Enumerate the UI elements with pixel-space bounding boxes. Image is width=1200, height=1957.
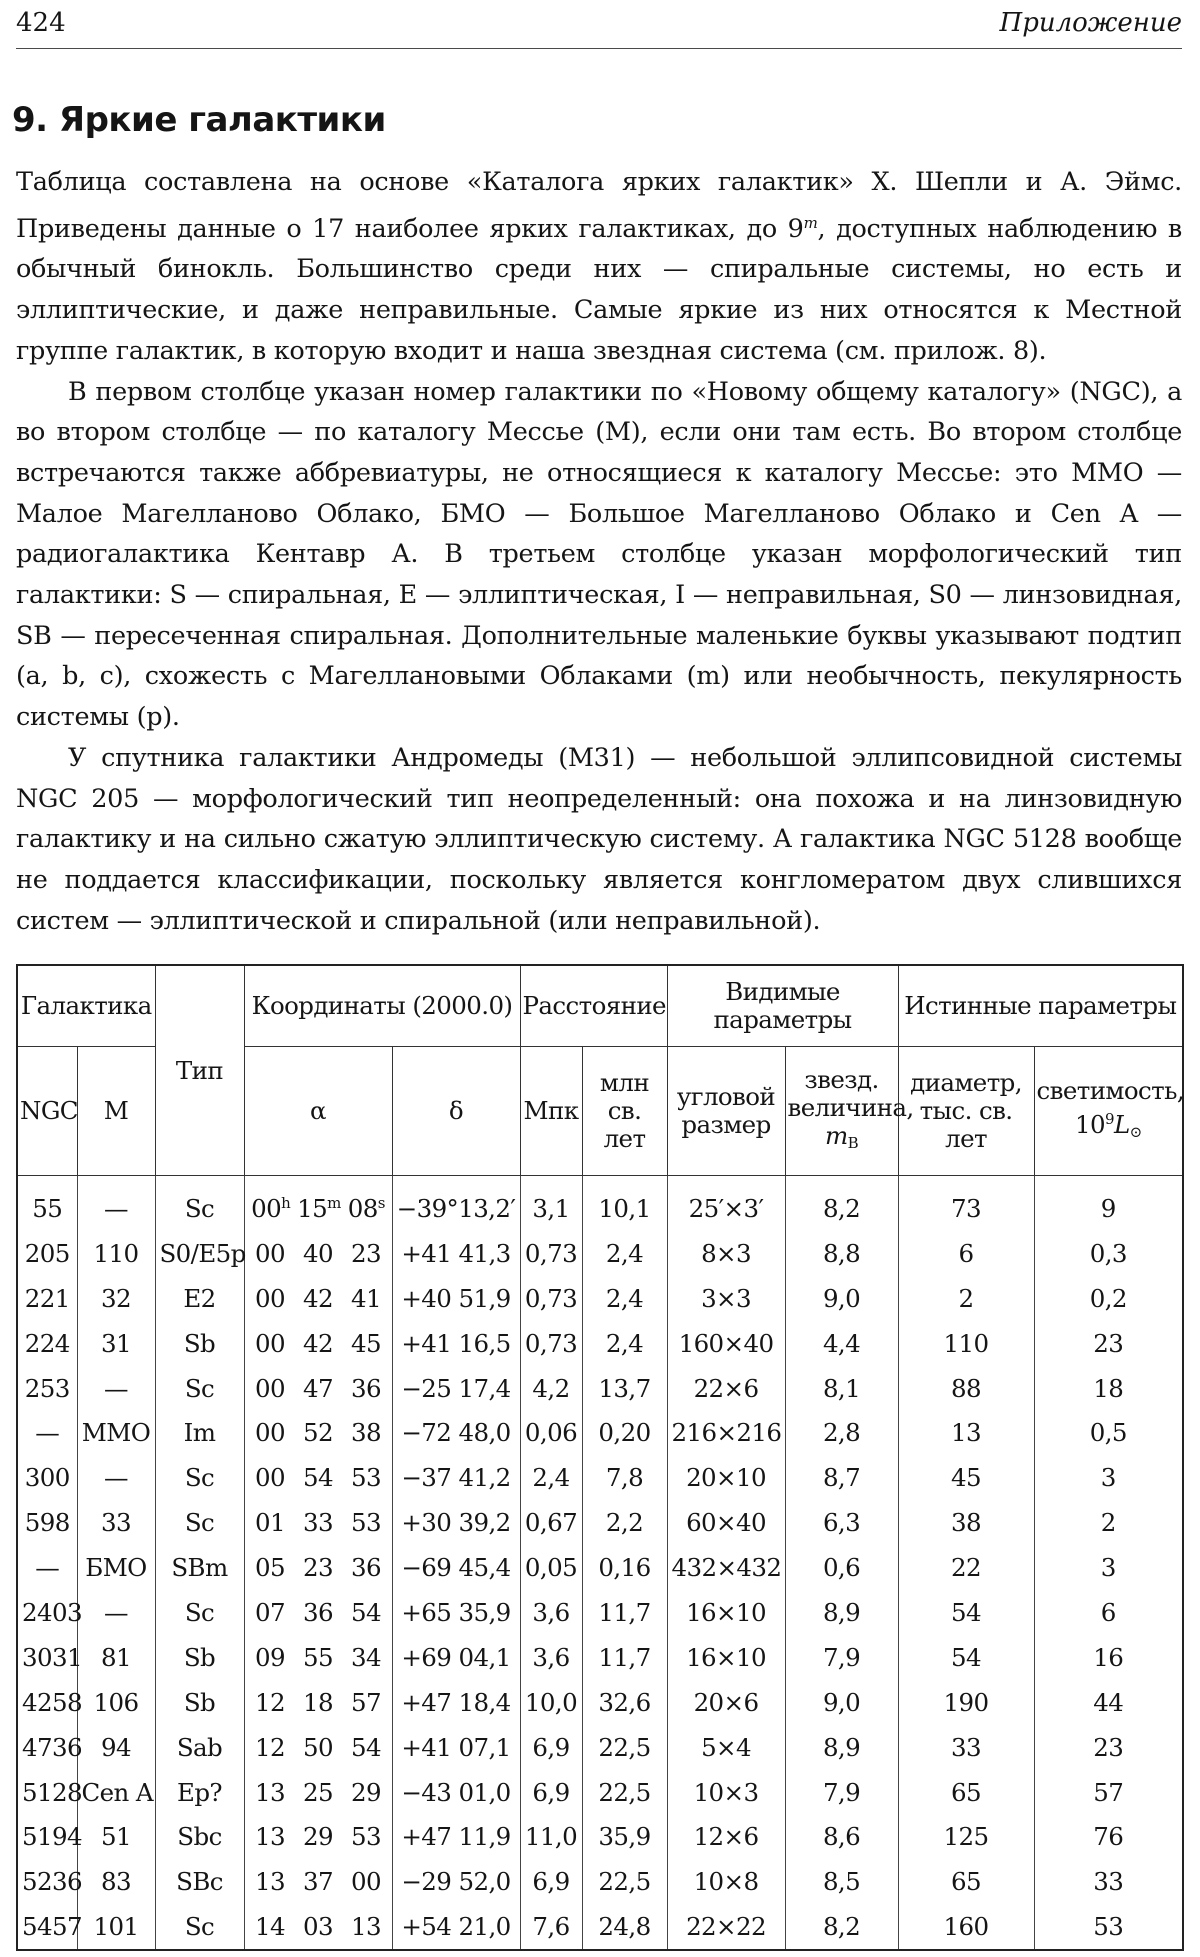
cell-ngc: 253 bbox=[17, 1366, 77, 1411]
header-alpha: α bbox=[244, 1047, 392, 1176]
cell-ngc: 5236 bbox=[17, 1859, 77, 1904]
cell-distance-mpc: 6,9 bbox=[520, 1725, 582, 1770]
cell-diameter: 54 bbox=[898, 1635, 1034, 1680]
cell-angular-size: 25′×3′ bbox=[667, 1176, 785, 1231]
cell-distance-mpc: 11,0 bbox=[520, 1814, 582, 1859]
cell-magnitude: 7,9 bbox=[785, 1635, 898, 1680]
cell-declination: −25 17,4 bbox=[392, 1366, 520, 1411]
cell-m: 31 bbox=[77, 1321, 155, 1366]
cell-type: Sc bbox=[155, 1904, 244, 1950]
cell-angular-size: 10×3 bbox=[667, 1770, 785, 1815]
cell-declination: −29 52,0 bbox=[392, 1859, 520, 1904]
paragraph-1-text-end: , доступных наблюдению в обычный бинокль. Большинство среди них — спиральные системы, но есть и эллиптические, и даже неправильные. Самые яркие из них относятся к Местной группе галактик, в которую входит и наша звездная система (см. прилож. 8). bbox=[16, 213, 1182, 366]
header-magnitude-sub: B bbox=[847, 1133, 859, 1152]
cell-type: Sb bbox=[155, 1321, 244, 1366]
cell-angular-size: 12×6 bbox=[667, 1814, 785, 1859]
table-body bbox=[17, 1176, 1183, 1951]
header-true-params: Истинные параметры bbox=[898, 965, 1183, 1047]
cell-declination: +47 11,9 bbox=[392, 1814, 520, 1859]
ra-seconds-unit: s bbox=[377, 1193, 385, 1212]
cell-diameter: 6 bbox=[898, 1231, 1034, 1276]
header-luminosity-sub: ⊙ bbox=[1129, 1122, 1142, 1141]
cell-type: Sc bbox=[155, 1455, 244, 1500]
cell-right-ascension bbox=[244, 1635, 392, 1680]
cell-ngc: 5457 bbox=[17, 1904, 77, 1950]
header-magnitude-symbol: m bbox=[824, 1120, 848, 1150]
header-luminosity bbox=[1034, 1047, 1183, 1176]
ra-minutes: 55 bbox=[303, 1642, 333, 1672]
cell-type: S0/E5p bbox=[155, 1231, 244, 1276]
cell-distance-mly: 32,6 bbox=[582, 1680, 667, 1725]
cell-angular-size: 216×216 bbox=[667, 1410, 785, 1455]
cell-diameter: 190 bbox=[898, 1680, 1034, 1725]
ra-hours: 01 bbox=[255, 1508, 285, 1538]
cell-type: Sc bbox=[155, 1366, 244, 1411]
ra-minutes: 23 bbox=[303, 1553, 333, 1583]
header-mly: млн св. лет bbox=[582, 1047, 667, 1176]
running-head bbox=[16, 2, 1182, 49]
cell-magnitude: 9,0 bbox=[785, 1680, 898, 1725]
cell-angular-size: 22×22 bbox=[667, 1904, 785, 1950]
ra-hours: 00 bbox=[255, 1373, 285, 1403]
header-diameter: диаметр, тыс. св. лет bbox=[898, 1047, 1034, 1176]
ra-minutes: 18 bbox=[303, 1687, 333, 1717]
cell-magnitude: 8,9 bbox=[785, 1725, 898, 1770]
magnitude-superscript: m bbox=[803, 213, 818, 232]
galaxy-table bbox=[16, 964, 1184, 1951]
ra-seconds: 36 bbox=[351, 1373, 381, 1403]
cell-angular-size: 16×10 bbox=[667, 1635, 785, 1680]
cell-type: Sc bbox=[155, 1590, 244, 1635]
cell-distance-mpc: 3,6 bbox=[520, 1635, 582, 1680]
ra-seconds: 54 bbox=[351, 1597, 381, 1627]
ra-hours: 13 bbox=[255, 1822, 285, 1852]
ra-minutes-unit: m bbox=[327, 1193, 341, 1212]
cell-diameter: 45 bbox=[898, 1455, 1034, 1500]
cell-distance-mpc: 0,67 bbox=[520, 1500, 582, 1545]
cell-ngc: 3031 bbox=[17, 1635, 77, 1680]
table-row bbox=[17, 1231, 1183, 1276]
header-mpc: Мпк bbox=[520, 1047, 582, 1176]
cell-declination: −39°13,2′ bbox=[392, 1176, 520, 1231]
cell-luminosity: 3 bbox=[1034, 1545, 1183, 1590]
cell-luminosity: 44 bbox=[1034, 1680, 1183, 1725]
cell-angular-size: 16×10 bbox=[667, 1590, 785, 1635]
ra-seconds: 34 bbox=[351, 1642, 381, 1672]
cell-angular-size: 20×6 bbox=[667, 1680, 785, 1725]
cell-magnitude: 0,6 bbox=[785, 1545, 898, 1590]
cell-distance-mly: 0,20 bbox=[582, 1410, 667, 1455]
cell-diameter: 65 bbox=[898, 1859, 1034, 1904]
cell-luminosity: 16 bbox=[1034, 1635, 1183, 1680]
cell-angular-size: 3×3 bbox=[667, 1276, 785, 1321]
ra-seconds: 45 bbox=[351, 1328, 381, 1358]
cell-right-ascension bbox=[244, 1770, 392, 1815]
header-m: М bbox=[77, 1047, 155, 1176]
cell-distance-mly: 35,9 bbox=[582, 1814, 667, 1859]
cell-distance-mly: 11,7 bbox=[582, 1590, 667, 1635]
cell-distance-mly: 7,8 bbox=[582, 1455, 667, 1500]
header-apparent-params: Видимые параметры bbox=[667, 965, 898, 1047]
cell-ngc: 2403 bbox=[17, 1590, 77, 1635]
cell-m: 94 bbox=[77, 1725, 155, 1770]
cell-luminosity: 18 bbox=[1034, 1366, 1183, 1411]
cell-m: 32 bbox=[77, 1276, 155, 1321]
cell-type: Sb bbox=[155, 1680, 244, 1725]
cell-distance-mpc: 6,9 bbox=[520, 1770, 582, 1815]
cell-magnitude: 6,3 bbox=[785, 1500, 898, 1545]
cell-angular-size: 160×40 bbox=[667, 1321, 785, 1366]
cell-type: Sc bbox=[155, 1176, 244, 1231]
cell-m: 81 bbox=[77, 1635, 155, 1680]
cell-m: 33 bbox=[77, 1500, 155, 1545]
ra-minutes: 03 bbox=[303, 1912, 333, 1942]
cell-m: — bbox=[77, 1176, 155, 1231]
ra-seconds: 13 bbox=[351, 1912, 381, 1942]
table-row bbox=[17, 1770, 1183, 1815]
cell-right-ascension bbox=[244, 1725, 392, 1770]
ra-hours: 13 bbox=[255, 1867, 285, 1897]
cell-magnitude: 8,8 bbox=[785, 1231, 898, 1276]
header-angular-size: угловой размер bbox=[667, 1047, 785, 1176]
ra-hours: 14 bbox=[255, 1912, 285, 1942]
cell-angular-size: 10×8 bbox=[667, 1859, 785, 1904]
ra-minutes: 42 bbox=[303, 1328, 333, 1358]
table-row bbox=[17, 1500, 1183, 1545]
cell-right-ascension bbox=[244, 1366, 392, 1411]
cell-magnitude: 8,1 bbox=[785, 1366, 898, 1411]
cell-right-ascension bbox=[244, 1680, 392, 1725]
table-row bbox=[17, 1276, 1183, 1321]
cell-luminosity: 23 bbox=[1034, 1321, 1183, 1366]
cell-m: 51 bbox=[77, 1814, 155, 1859]
cell-angular-size: 20×10 bbox=[667, 1455, 785, 1500]
cell-type: E2 bbox=[155, 1276, 244, 1321]
ra-seconds: 38 bbox=[351, 1418, 381, 1448]
cell-magnitude: 8,7 bbox=[785, 1455, 898, 1500]
table-row bbox=[17, 1176, 1183, 1231]
cell-distance-mly: 22,5 bbox=[582, 1859, 667, 1904]
table-row bbox=[17, 1455, 1183, 1500]
cell-distance-mly: 11,7 bbox=[582, 1635, 667, 1680]
table-row bbox=[17, 1680, 1183, 1725]
cell-type: Ep? bbox=[155, 1770, 244, 1815]
cell-right-ascension bbox=[244, 1455, 392, 1500]
cell-magnitude: 2,8 bbox=[785, 1410, 898, 1455]
header-type: Тип bbox=[155, 965, 244, 1176]
cell-luminosity: 23 bbox=[1034, 1725, 1183, 1770]
cell-declination: +54 21,0 bbox=[392, 1904, 520, 1950]
cell-magnitude: 4,4 bbox=[785, 1321, 898, 1366]
cell-luminosity: 0,5 bbox=[1034, 1410, 1183, 1455]
ra-seconds: 08 bbox=[347, 1193, 378, 1223]
cell-magnitude: 7,9 bbox=[785, 1770, 898, 1815]
cell-luminosity: 0,2 bbox=[1034, 1276, 1183, 1321]
ra-minutes: 40 bbox=[303, 1238, 333, 1268]
header-coordinates: Координаты (2000.0) bbox=[244, 965, 520, 1047]
table-row bbox=[17, 1590, 1183, 1635]
ra-seconds: 53 bbox=[351, 1508, 381, 1538]
ra-hours: 12 bbox=[255, 1687, 285, 1717]
cell-ngc: 5194 bbox=[17, 1814, 77, 1859]
header-luminosity-label: светимость, 10 bbox=[1036, 1075, 1185, 1139]
cell-distance-mly: 24,8 bbox=[582, 1904, 667, 1950]
ra-hours-unit: h bbox=[281, 1193, 291, 1212]
cell-declination: +69 04,1 bbox=[392, 1635, 520, 1680]
cell-declination: +40 51,9 bbox=[392, 1276, 520, 1321]
cell-right-ascension bbox=[244, 1904, 392, 1950]
cell-angular-size: 5×4 bbox=[667, 1725, 785, 1770]
ra-hours: 07 bbox=[255, 1597, 285, 1627]
ra-hours: 05 bbox=[255, 1553, 285, 1583]
table-row bbox=[17, 1545, 1183, 1590]
ra-minutes: 37 bbox=[303, 1867, 333, 1897]
cell-angular-size: 8×3 bbox=[667, 1231, 785, 1276]
cell-right-ascension bbox=[244, 1410, 392, 1455]
cell-luminosity: 9 bbox=[1034, 1176, 1183, 1231]
cell-magnitude: 8,2 bbox=[785, 1904, 898, 1950]
cell-angular-size: 22×6 bbox=[667, 1366, 785, 1411]
header-magnitude-label: звезд. величина, bbox=[787, 1064, 914, 1122]
cell-angular-size: 432×432 bbox=[667, 1545, 785, 1590]
ra-minutes: 42 bbox=[303, 1283, 333, 1313]
cell-distance-mpc: 0,73 bbox=[520, 1276, 582, 1321]
header-luminosity-exp: 9 bbox=[1104, 1109, 1114, 1128]
ra-minutes: 47 bbox=[303, 1373, 333, 1403]
cell-m: — bbox=[77, 1366, 155, 1411]
paragraph-2: В первом столбце указан номер галактики по «Новому общему каталогу» (NGC), а во втором столбце — по каталогу Мессье (М), если они там есть. Во втором столбце встречаются также аббревиатуры, не относящиеся к каталогу Мессье: это ММО — Малое Магелланово Облако, БМО — Большое Магелланово Облако и Cen A — радиогалактика Кентавр А. В третьем столбце указан морфологический тип галактики: S — спиральная, E — эллиптическая, I — неправильная, S0 — линзовидная, SB — пересеченная спиральная. Дополнительные маленькие буквы указывают подтип (a, b, c), схожесть с Магеллановыми Облаками (m) или необычность, пекулярность системы (p). bbox=[16, 376, 1182, 733]
table-row bbox=[17, 1635, 1183, 1680]
ra-seconds: 54 bbox=[351, 1732, 381, 1762]
section-name: Приложение bbox=[999, 8, 1182, 38]
cell-distance-mly: 2,2 bbox=[582, 1500, 667, 1545]
cell-ngc: 598 bbox=[17, 1500, 77, 1545]
cell-diameter: 54 bbox=[898, 1590, 1034, 1635]
cell-diameter: 13 bbox=[898, 1410, 1034, 1455]
cell-ngc: 300 bbox=[17, 1455, 77, 1500]
cell-m: ММО bbox=[77, 1410, 155, 1455]
cell-type: Sb bbox=[155, 1635, 244, 1680]
cell-distance-mly: 10,1 bbox=[582, 1176, 667, 1231]
page-number: 424 bbox=[16, 8, 66, 38]
cell-right-ascension bbox=[244, 1176, 392, 1231]
ra-minutes: 33 bbox=[303, 1508, 333, 1538]
ra-seconds: 29 bbox=[351, 1777, 381, 1807]
cell-distance-mpc: 2,4 bbox=[520, 1455, 582, 1500]
section-title: 9. Яркие галактики bbox=[12, 100, 386, 140]
cell-right-ascension bbox=[244, 1500, 392, 1545]
cell-diameter: 125 bbox=[898, 1814, 1034, 1859]
cell-angular-size: 60×40 bbox=[667, 1500, 785, 1545]
cell-type: Sc bbox=[155, 1500, 244, 1545]
ra-minutes: 54 bbox=[303, 1463, 333, 1493]
table-row bbox=[17, 1321, 1183, 1366]
cell-distance-mpc: 6,9 bbox=[520, 1859, 582, 1904]
cell-ngc: — bbox=[17, 1545, 77, 1590]
cell-magnitude: 8,6 bbox=[785, 1814, 898, 1859]
cell-declination: −43 01,0 bbox=[392, 1770, 520, 1815]
cell-luminosity: 6 bbox=[1034, 1590, 1183, 1635]
cell-m: — bbox=[77, 1455, 155, 1500]
cell-diameter: 65 bbox=[898, 1770, 1034, 1815]
cell-distance-mly: 2,4 bbox=[582, 1276, 667, 1321]
cell-luminosity: 3 bbox=[1034, 1455, 1183, 1500]
cell-distance-mly: 22,5 bbox=[582, 1770, 667, 1815]
cell-ngc: 4258 bbox=[17, 1680, 77, 1725]
cell-magnitude: 8,2 bbox=[785, 1176, 898, 1231]
ra-minutes: 36 bbox=[303, 1597, 333, 1627]
ra-seconds: 53 bbox=[351, 1463, 381, 1493]
table-row bbox=[17, 1366, 1183, 1411]
ra-hours: 13 bbox=[255, 1777, 285, 1807]
cell-right-ascension bbox=[244, 1231, 392, 1276]
cell-type: Sbc bbox=[155, 1814, 244, 1859]
cell-declination: +41 07,1 bbox=[392, 1725, 520, 1770]
ra-minutes: 29 bbox=[303, 1822, 333, 1852]
cell-distance-mly: 2,4 bbox=[582, 1321, 667, 1366]
cell-distance-mpc: 4,2 bbox=[520, 1366, 582, 1411]
cell-type: Im bbox=[155, 1410, 244, 1455]
cell-magnitude: 8,9 bbox=[785, 1590, 898, 1635]
cell-diameter: 73 bbox=[898, 1176, 1034, 1231]
cell-ngc: — bbox=[17, 1410, 77, 1455]
cell-distance-mly: 13,7 bbox=[582, 1366, 667, 1411]
ra-seconds: 41 bbox=[351, 1283, 381, 1313]
cell-m: 106 bbox=[77, 1680, 155, 1725]
cell-distance-mpc: 10,0 bbox=[520, 1680, 582, 1725]
ra-seconds: 57 bbox=[351, 1687, 381, 1717]
cell-declination: −72 48,0 bbox=[392, 1410, 520, 1455]
ra-minutes: 50 bbox=[303, 1732, 333, 1762]
cell-m: БМО bbox=[77, 1545, 155, 1590]
cell-right-ascension bbox=[244, 1276, 392, 1321]
cell-distance-mpc: 0,06 bbox=[520, 1410, 582, 1455]
ra-hours: 09 bbox=[255, 1642, 285, 1672]
cell-luminosity: 33 bbox=[1034, 1859, 1183, 1904]
cell-type: SBc bbox=[155, 1859, 244, 1904]
table-row bbox=[17, 1859, 1183, 1904]
cell-diameter: 110 bbox=[898, 1321, 1034, 1366]
ra-hours: 00 bbox=[255, 1463, 285, 1493]
cell-distance-mpc: 0,73 bbox=[520, 1231, 582, 1276]
header-magnitude bbox=[785, 1047, 914, 1176]
cell-right-ascension bbox=[244, 1590, 392, 1635]
cell-right-ascension bbox=[244, 1545, 392, 1590]
cell-diameter: 22 bbox=[898, 1545, 1034, 1590]
cell-luminosity: 76 bbox=[1034, 1814, 1183, 1859]
cell-m: 110 bbox=[77, 1231, 155, 1276]
cell-diameter: 38 bbox=[898, 1500, 1034, 1545]
cell-luminosity: 0,3 bbox=[1034, 1231, 1183, 1276]
cell-declination: +30 39,2 bbox=[392, 1500, 520, 1545]
cell-diameter: 160 bbox=[898, 1904, 1034, 1950]
ra-seconds: 00 bbox=[351, 1867, 381, 1897]
cell-luminosity: 53 bbox=[1034, 1904, 1183, 1950]
cell-distance-mpc: 3,1 bbox=[520, 1176, 582, 1231]
cell-ngc: 205 bbox=[17, 1231, 77, 1276]
cell-diameter: 88 bbox=[898, 1366, 1034, 1411]
cell-ngc: 224 bbox=[17, 1321, 77, 1366]
cell-m: Cen A bbox=[77, 1770, 155, 1815]
cell-distance-mpc: 0,05 bbox=[520, 1545, 582, 1590]
cell-declination: +41 16,5 bbox=[392, 1321, 520, 1366]
cell-diameter: 2 bbox=[898, 1276, 1034, 1321]
paragraph-1-text: Таблица составлена на основе «Каталога ярких галактик» Х. Шепли и А. Эймс. Приведены данные о 17 наиболее ярких галактиках, до 9 bbox=[16, 167, 1182, 244]
cell-right-ascension bbox=[244, 1859, 392, 1904]
cell-declination: +47 18,4 bbox=[392, 1680, 520, 1725]
header-galaxy: Галактика bbox=[17, 965, 155, 1047]
paragraph-1 bbox=[16, 162, 1182, 372]
ra-minutes: 15 bbox=[297, 1193, 328, 1223]
cell-ngc: 4736 bbox=[17, 1725, 77, 1770]
ra-hours: 00 bbox=[255, 1418, 285, 1448]
cell-ngc: 221 bbox=[17, 1276, 77, 1321]
cell-m: — bbox=[77, 1590, 155, 1635]
cell-diameter: 33 bbox=[898, 1725, 1034, 1770]
table-row bbox=[17, 1814, 1183, 1859]
ra-seconds: 53 bbox=[351, 1822, 381, 1852]
paragraph-3: У спутника галактики Андромеды (М31) — небольшой эллипсовидной системы NGC 205 — морфологический тип неопределенный: она похожа и на линзовидную галактику и на сильно сжатую эллиптическую систему. А галактика NGC 5128 вообще не поддается классификации, поскольку является конгломератом двух слившихся систем — эллиптической и спиральной (или неправильной). bbox=[16, 742, 1182, 936]
ra-seconds: 23 bbox=[351, 1238, 381, 1268]
header-ngc: NGC bbox=[17, 1047, 77, 1176]
ra-minutes: 25 bbox=[303, 1777, 333, 1807]
cell-distance-mly: 22,5 bbox=[582, 1725, 667, 1770]
cell-declination: +41 41,3 bbox=[392, 1231, 520, 1276]
ra-hours: 00 bbox=[251, 1193, 282, 1223]
cell-distance-mly: 0,16 bbox=[582, 1545, 667, 1590]
cell-distance-mpc: 0,73 bbox=[520, 1321, 582, 1366]
header-delta: δ bbox=[392, 1047, 520, 1176]
cell-m: 101 bbox=[77, 1904, 155, 1950]
cell-magnitude: 8,5 bbox=[785, 1859, 898, 1904]
cell-distance-mly: 2,4 bbox=[582, 1231, 667, 1276]
ra-seconds: 36 bbox=[351, 1553, 381, 1583]
ra-hours: 12 bbox=[255, 1732, 285, 1762]
cell-declination: −69 45,4 bbox=[392, 1545, 520, 1590]
cell-distance-mpc: 7,6 bbox=[520, 1904, 582, 1950]
cell-distance-mpc: 3,6 bbox=[520, 1590, 582, 1635]
cell-m: 83 bbox=[77, 1859, 155, 1904]
header-luminosity-symbol: L bbox=[1113, 1109, 1130, 1139]
cell-luminosity: 2 bbox=[1034, 1500, 1183, 1545]
ra-hours: 00 bbox=[255, 1238, 285, 1268]
cell-ngc: 55 bbox=[17, 1176, 77, 1231]
cell-type: Sab bbox=[155, 1725, 244, 1770]
cell-type: SBm bbox=[155, 1545, 244, 1590]
cell-right-ascension bbox=[244, 1321, 392, 1366]
header-distance: Расстояние bbox=[520, 965, 667, 1047]
cell-luminosity: 57 bbox=[1034, 1770, 1183, 1815]
table-row bbox=[17, 1410, 1183, 1455]
cell-declination: −37 41,2 bbox=[392, 1455, 520, 1500]
body-text bbox=[16, 162, 1182, 941]
ra-hours: 00 bbox=[255, 1328, 285, 1358]
cell-right-ascension bbox=[244, 1814, 392, 1859]
table-row bbox=[17, 1904, 1183, 1950]
cell-declination: +65 35,9 bbox=[392, 1590, 520, 1635]
table-row bbox=[17, 1725, 1183, 1770]
cell-magnitude: 9,0 bbox=[785, 1276, 898, 1321]
cell-ngc: 5128 bbox=[17, 1770, 77, 1815]
ra-hours: 00 bbox=[255, 1283, 285, 1313]
ra-minutes: 52 bbox=[303, 1418, 333, 1448]
